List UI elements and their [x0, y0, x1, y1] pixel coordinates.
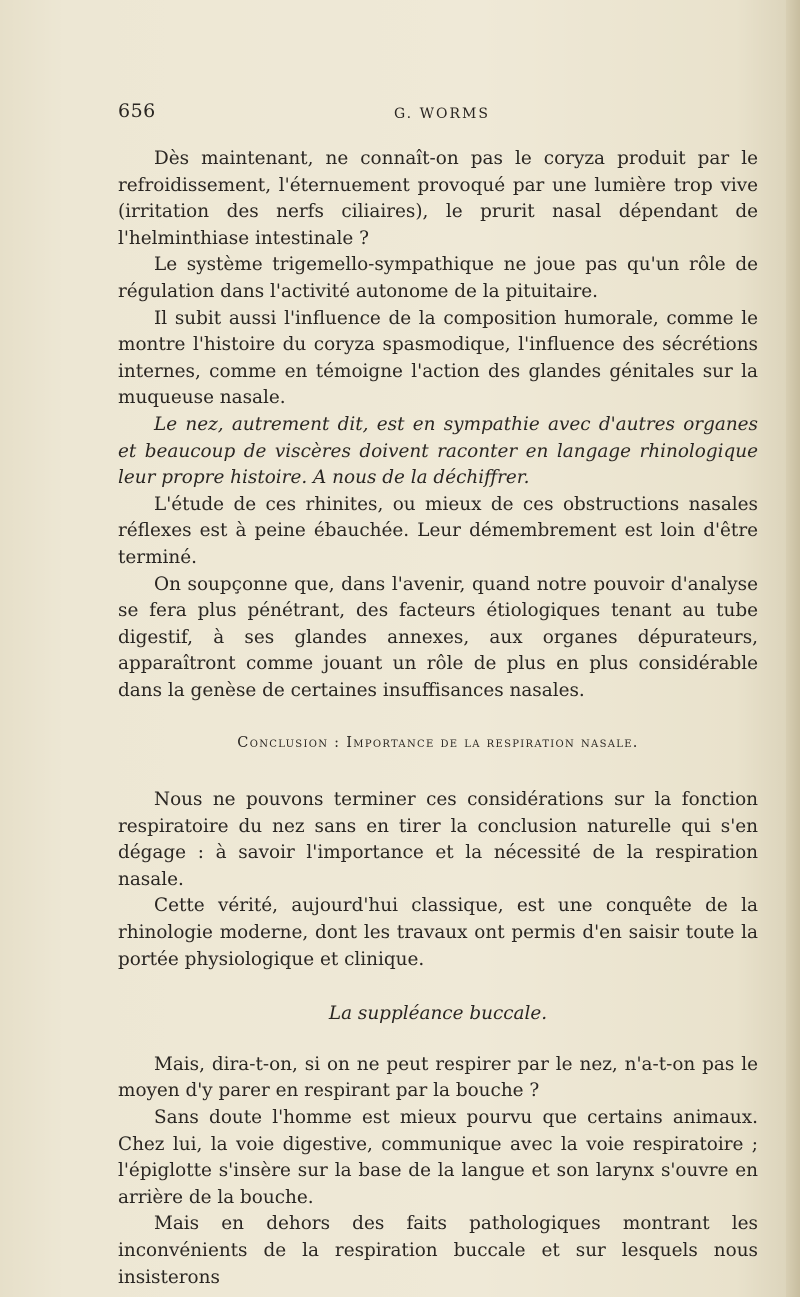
page-edge	[786, 0, 800, 1297]
page-header	[118, 100, 758, 130]
page-number: 656	[118, 100, 156, 122]
subheading: La suppléance buccale.	[328, 1003, 548, 1025]
paragraph: Sans doute l'homme est mieux pourvu que certains animaux. Chez lui, la voie digestive, communique avec la voie respiratoire ; l'épiglotte s'insère sur la base de la langue et son larynx s'ouvre en arrière de la bouche.	[118, 1107, 758, 1208]
section-heading: Conclusion : Importance de la respiration nasale.	[237, 735, 639, 752]
running-head: G. WORMS	[394, 106, 490, 122]
paragraph: Le système trigemello-sympathique ne joue pas qu'un rôle de régulation dans l'activité autonome de la pituitaire.	[118, 254, 758, 302]
paragraph: Il subit aussi l'influence de la composition humorale, comme le montre l'histoire du coryza spasmodique, l'influence des sécrétions internes, comme en témoigne l'action des glandes génitales sur la muqueuse nasale.	[118, 307, 758, 409]
paragraph: Mais, dira-t-on, si on ne peut respirer par le nez, n'a-t-on pas le moyen d'y parer en respirant par la bouche ?	[118, 1053, 758, 1102]
paragraph: On soupçonne que, dans l'avenir, quand notre pouvoir d'analyse se fera plus pénétrant, des facteurs étiologiques tenant au tube digestif, à ses glandes annexes, aux organes dépurateurs, apparaîtront comme jouant un rôle de plus en plus considérable dans la genèse de certaines insuffisances nasales.	[118, 573, 758, 701]
paragraph: Cette vérité, aujourd'hui classique, est une conquête de la rhinologie moderne, dont les travaux ont permis d'en saisir toute la portée physiologique et clinique.	[118, 895, 758, 970]
paragraph-italic: Le nez, autrement dit, est en sympathie avec d'autres organes et beaucoup de viscères doivent raconter en langage rhinologique leur propre histoire. A nous de la déchiffrer.	[118, 413, 758, 489]
paragraph: Dès maintenant, ne connaît-on pas le coryza produit par le refroidissement, l'éternuement provoqué par une lumière trop vive (irritation des nerfs ciliaires), le prurit nasal dépendant de l'helminthiase intestinale ?	[118, 148, 758, 249]
paragraph: Mais en dehors des faits pathologiques montrant les inconvénients de la respiration buccale et sur lesquels nous insisterons	[118, 1213, 758, 1288]
paragraph: Nous ne pouvons terminer ces considérations sur la fonction respiratoire du nez sans en tirer la conclusion naturelle qui s'en dégage : à savoir l'importance et la nécessité de la respiration nasale.	[118, 789, 758, 890]
body-text	[118, 146, 758, 1291]
paragraph: L'étude de ces rhinites, ou mieux de ces obstructions nasales réflexes est à peine ébauchée. Leur démembrement est loin d'être terminé.	[118, 493, 758, 568]
